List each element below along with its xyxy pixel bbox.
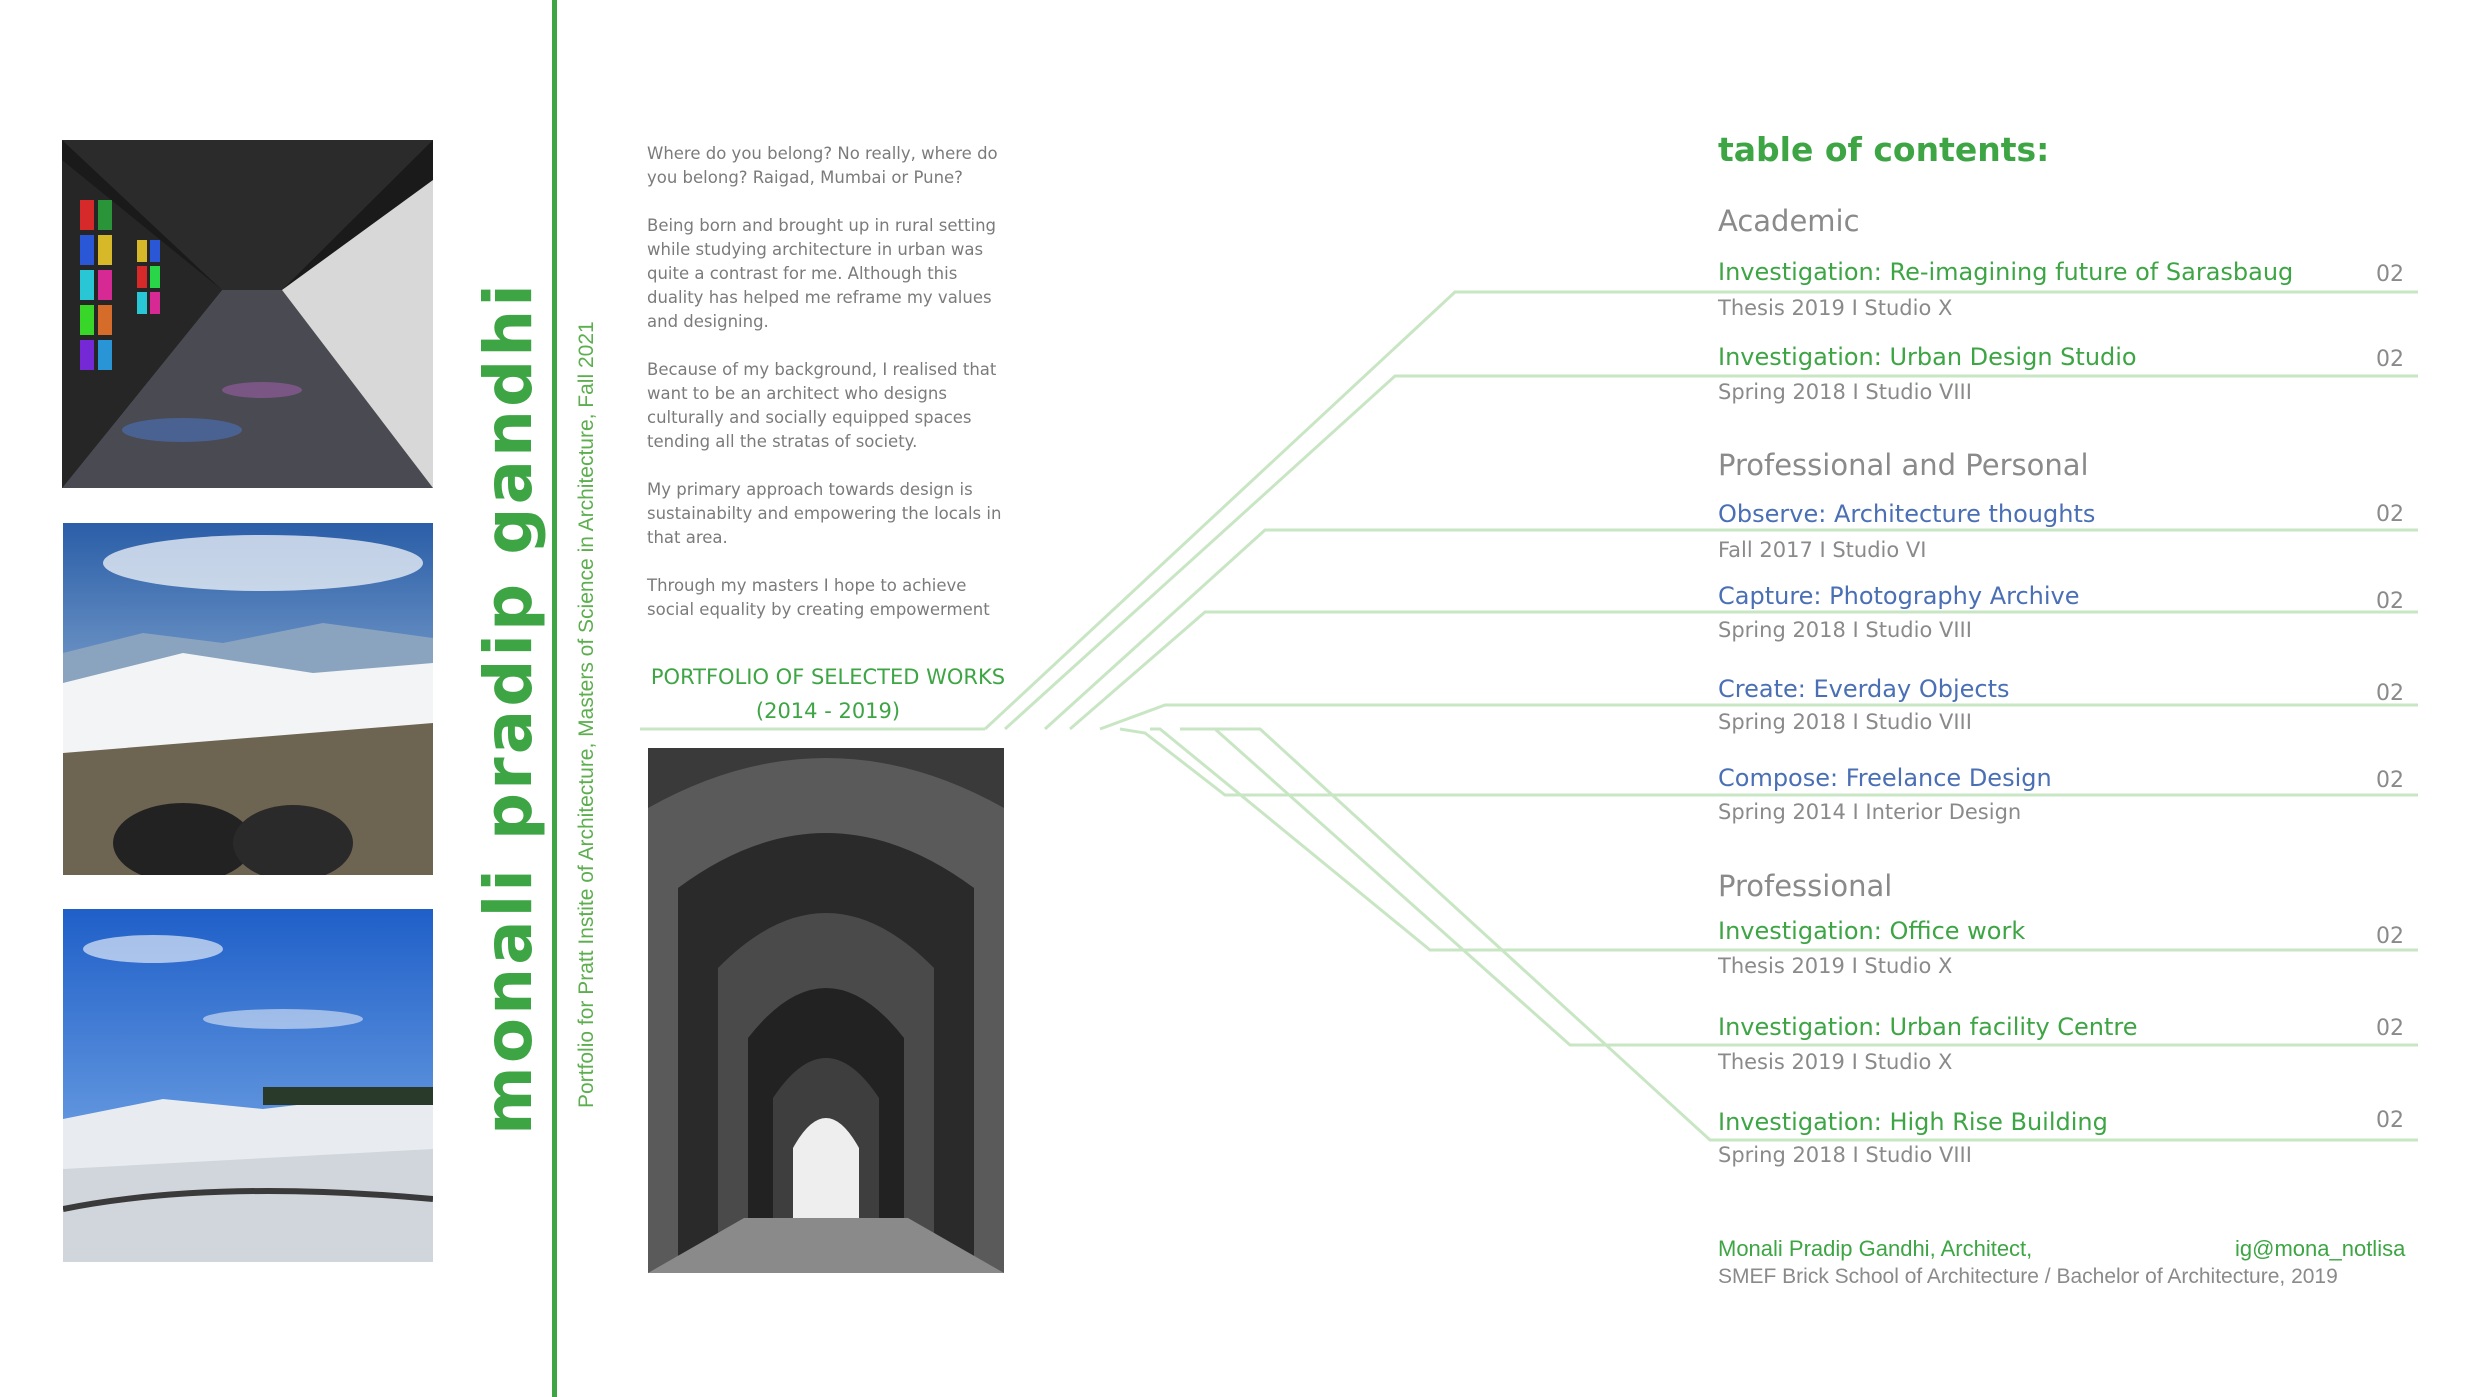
footer-school: SMEF Brick School of Architecture / Bachelor of Architecture, 2019 [1718,1265,2338,1288]
toc-entry-subtitle: Thesis 2019 I Studio X [1718,954,1953,978]
toc-entry-subtitle: Thesis 2019 I Studio X [1718,296,1953,320]
toc-entry-page: 02 [2376,502,2404,527]
toc-entry-title[interactable]: Capture: Photography Archive [1718,582,2080,610]
toc-section-professional-personal: Professional and Personal [1718,448,2089,482]
toc-entry-page: 02 [2376,262,2404,287]
toc-entry-title[interactable]: Investigation: High Rise Building [1718,1108,2108,1136]
toc-entry-subtitle: Spring 2018 I Studio VIII [1718,1143,1972,1167]
toc-entry-page: 02 [2376,924,2404,949]
toc-entry-title[interactable]: Compose: Freelance Design [1718,764,2052,792]
toc-entry-title[interactable]: Investigation: Re-imagining future of Sarasbaug [1718,258,2294,286]
intro-paragraph: My primary approach towards design is sustainabilty and empowering the locals in that area. [647,480,1002,547]
portfolio-subtitle: Portfolio for Pratt Instite of Architecture, Masters of Science in Architecture, Fall 2021 [575,321,598,1108]
toc-entry-page: 02 [2376,347,2404,372]
toc-entry-subtitle: Spring 2018 I Studio VIII [1718,618,1972,642]
toc-entry-subtitle: Spring 2018 I Studio VIII [1718,710,1972,734]
intro-paragraph: Where do you belong? No really, where do you belong? Raigad, Mumbai or Pune? [647,144,998,187]
toc-section-academic: Academic [1718,204,1860,238]
toc-entry-title[interactable]: Investigation: Urban Design Studio [1718,343,2137,371]
toc-entry-subtitle: Fall 2017 I Studio VI [1718,538,1927,562]
intro-paragraph: Because of my background, I realised that want to be an architect who designs culturally and socially equipped spaces tending all the stratas of society. [647,360,997,451]
toc-entry-page: 02 [2376,681,2404,706]
toc-entry-subtitle: Spring 2014 I Interior Design [1718,800,2022,824]
toc-entry-page: 02 [2376,768,2404,793]
toc-entry-title[interactable]: Investigation: Urban facility Centre [1718,1013,2138,1041]
toc-entry-title[interactable]: Create: Everday Objects [1718,675,2010,703]
toc-entry-title[interactable]: Observe: Architecture thoughts [1718,500,2096,528]
toc-heading: table of contents: [1718,130,2050,169]
toc-entry-title[interactable]: Investigation: Office work [1718,917,2026,945]
footer-instagram[interactable]: ig@mona_notlisa [2235,1236,2406,1261]
toc-entry-page: 02 [2376,1108,2404,1133]
intro-paragraph: Through my masters I hope to achieve social equality by creating empowerment [647,576,990,619]
portfolio-title: PORTFOLIO OF SELECTED WORKS [650,665,1006,689]
toc-entry-subtitle: Thesis 2019 I Studio X [1718,1050,1953,1074]
toc-entry-page: 02 [2376,589,2404,614]
portfolio-years: (2014 - 2019) [755,699,901,723]
author-name: monali pradip gandhi [470,281,547,1135]
intro-paragraph: Being born and brought up in rural setting while studying architecture in urban was quite a contrast for me. Although this duality has helped me reframe my values and designing. [647,216,997,331]
toc-entry-page: 02 [2376,1016,2404,1041]
toc-entry-subtitle: Spring 2018 I Studio VIII [1718,380,1972,404]
toc-section-professional: Professional [1718,869,1893,903]
footer-name: Monali Pradip Gandhi, Architect, [1718,1236,2033,1261]
